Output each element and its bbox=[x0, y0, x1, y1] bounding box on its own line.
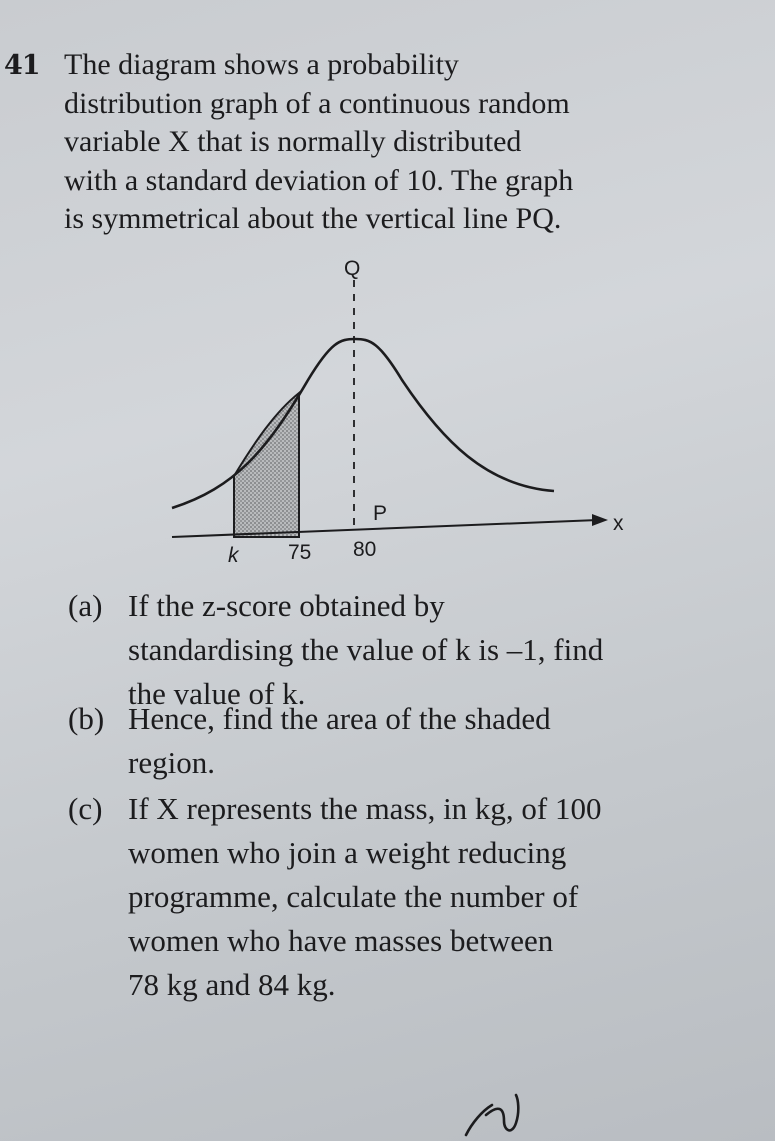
label-q: Q bbox=[344, 257, 361, 280]
part-line: standardising the value of k is –1, find bbox=[128, 632, 604, 667]
intro-line: with a standard deviation of 10. The graph bbox=[64, 163, 574, 197]
part-label: (a) bbox=[68, 588, 103, 623]
part-line: If the z-score obtained by bbox=[128, 588, 445, 623]
part-label: (c) bbox=[68, 791, 103, 826]
part-line: programme, calculate the number of bbox=[128, 879, 579, 914]
x-axis-arrowhead bbox=[592, 514, 608, 526]
part-line: If X represents the mass, in kg, of 100 bbox=[128, 791, 602, 826]
part-label: (b) bbox=[68, 701, 105, 736]
intro-line: is symmetrical about the vertical line PQ. bbox=[64, 202, 562, 235]
part-line: region. bbox=[128, 745, 215, 780]
label-p: P bbox=[373, 502, 388, 525]
tick-label-75: 75 bbox=[288, 541, 312, 564]
part-line: the value of k. bbox=[128, 676, 306, 711]
question-number: 41 bbox=[4, 50, 40, 81]
intro-line: variable X that is normally distributed bbox=[64, 125, 522, 158]
intro-line: distribution graph of a continuous random bbox=[64, 86, 570, 120]
bell-curve bbox=[172, 339, 554, 508]
part-line: Hence, find the area of the shaded bbox=[128, 701, 551, 736]
part-line: 78 kg and 84 kg. bbox=[128, 967, 336, 1002]
question-intro bbox=[64, 46, 724, 239]
pen-scribble bbox=[460, 1085, 550, 1141]
part-line: women who have masses between bbox=[128, 923, 554, 958]
intro-line: The diagram shows a probability bbox=[64, 48, 459, 81]
label-x: x bbox=[613, 512, 624, 535]
shaded-region bbox=[234, 393, 299, 537]
tick-label-k: k bbox=[228, 544, 239, 567]
tick-label-80: 80 bbox=[353, 538, 377, 561]
part-line: women who join a weight reducing bbox=[128, 835, 567, 870]
normal-distribution-diagram bbox=[150, 250, 650, 580]
